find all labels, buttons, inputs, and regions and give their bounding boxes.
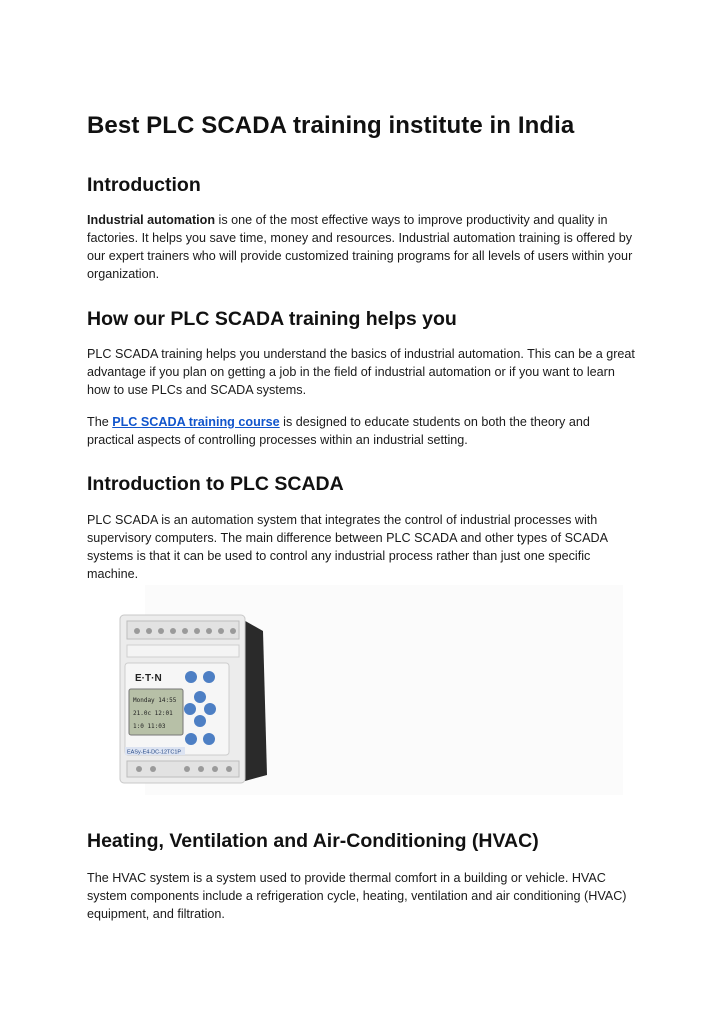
brand-label: E·T·N [135, 673, 162, 684]
helps-prefix: The [87, 415, 113, 429]
plc-device-illustration [127, 585, 623, 795]
paragraph-plc-intro: PLC SCADA is an automation system that integrates the control of industrial processes with supervisory computers. The main difference between PLC SCADA and other types of SCADA systems is that it can be used to control any industrial process rather than just one specific machine. [87, 513, 608, 581]
intro-text: is one of the most effective ways to improve productivity and quality in factories. It helps you save time, money and resources. Industrial automation training is offered by our expert trainers who will provide customized training programs for all levels of users within your organization. [87, 213, 633, 281]
paragraph-hvac: The HVAC system is a system used to provide thermal comfort in a building or vehicle. HVAC system components include a refrigeration cycle, heating, ventilation and air conditioning (HVAC) equipment, and filtration. [87, 871, 627, 921]
heading-how-helps: How our PLC SCADA training helps you [87, 308, 457, 330]
heading-plc-intro: Introduction to PLC SCADA [87, 473, 344, 495]
paragraph-introduction [87, 211, 639, 283]
paragraph-helps-2 [87, 413, 639, 449]
bold-lead: Industrial automation [87, 213, 216, 227]
plc-scada-course-link[interactable]: PLC SCADA training course [112, 415, 280, 429]
paragraph-helps-1: PLC SCADA training helps you understand the basics of industrial automation. This can be a great advantage if you plan on getting a job in the field of industrial automation or if you want to learn how to use PLCs and SCADA systems. [87, 347, 635, 397]
model-label: EASy-E4-DC-12TC1P [127, 749, 182, 756]
lcd-line-3: 1:0 11:03 [133, 723, 166, 730]
heading-hvac: Heating, Ventilation and Air-Conditioning (HVAC) [87, 830, 539, 852]
page-title: Best PLC SCADA training institute in India [87, 112, 575, 139]
lcd-line-2: 21.0c 12:01 [133, 710, 173, 717]
heading-introduction: Introduction [87, 174, 201, 196]
plc-device-image [127, 585, 623, 795]
helps-suffix: is designed to educate students on both the theory and practical aspects of controlling processes within an industrial setting. [87, 415, 590, 447]
lcd-line-1: Monday 14:55 [133, 697, 177, 704]
